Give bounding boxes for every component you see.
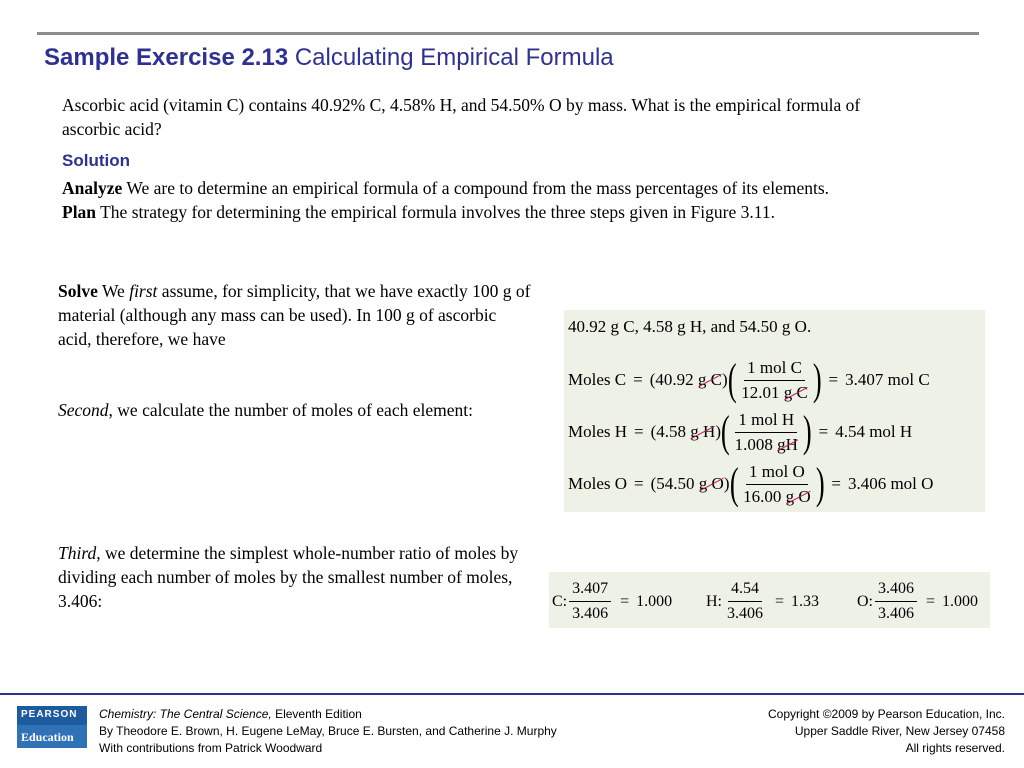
ratio-denominator: 3.406 — [878, 605, 914, 622]
fraction-numerator: 1 mol H — [735, 410, 797, 433]
ratio-denominator: 3.406 — [727, 605, 763, 622]
fraction-numerator: 1 mol O — [746, 462, 808, 485]
conversion-fraction — [740, 462, 814, 507]
solve-em: first — [129, 281, 158, 301]
ratio-c — [552, 579, 672, 624]
ratio-result: 1.33 — [791, 592, 820, 610]
ratio-equals: = — [620, 592, 630, 610]
solve-pre: We — [101, 281, 125, 301]
eq-open: (54.50 — [650, 474, 695, 493]
ratio-label: H: — [706, 592, 722, 610]
book-edition: Eleventh Edition — [271, 707, 362, 721]
fraction-numerator: 1 mol C — [744, 358, 805, 381]
masses-line: 40.92 g C, 4.58 g H, and 54.50 g O. — [568, 317, 812, 336]
address-line: Upper Saddle River, New Jersey 07458 — [794, 724, 1005, 738]
title-bold: Sample Exercise 2.13 — [44, 44, 289, 71]
analyze-line — [62, 178, 829, 199]
eq-close: ) — [715, 422, 721, 441]
eq-equals-2: = — [828, 370, 839, 389]
eq-equals: = — [633, 370, 643, 389]
ratio-denominator: 3.406 — [572, 605, 609, 622]
cancelled-unit: g C — [697, 370, 722, 389]
footer-divider — [0, 693, 1024, 695]
cancelled-unit: g H — [690, 422, 716, 441]
logo-top-text: PEARSON — [21, 709, 78, 720]
fraction-denominator: 16.00 g O — [743, 486, 811, 506]
second-paragraph — [58, 398, 538, 422]
problem-statement: Ascorbic acid (vitamin C) contains 40.92% C, 4.58% H, and 54.50% O by mass. What is the empirical formula of ascorbic acid? — [62, 95, 861, 139]
logo-bottom-text: Education — [21, 730, 74, 744]
eq-label: Moles C — [568, 370, 627, 389]
paren-left: ( — [729, 459, 739, 508]
equation-row-o — [568, 459, 933, 509]
solve-paragraph — [58, 279, 533, 351]
ratio-label: C: — [552, 592, 568, 610]
plan-label: Plan — [62, 202, 97, 222]
eq-close: ) — [721, 370, 728, 389]
fraction-denominator: 12.01 g C — [741, 382, 808, 402]
cancelled-unit: g O — [698, 474, 724, 493]
footer-credits — [99, 706, 557, 757]
solve-label: Solve — [58, 281, 98, 301]
book-title: Chemistry: The Central Science, — [99, 707, 272, 721]
eq-equals: = — [634, 474, 644, 493]
analyze-label: Analyze — [62, 178, 123, 198]
ratio-o — [857, 579, 978, 624]
eq-open: (4.58 — [650, 422, 687, 441]
second-text: , we calculate the number of moles of each element: — [108, 400, 473, 420]
third-em: Third — [58, 543, 97, 563]
paren-left: ( — [727, 355, 737, 404]
ratio-h — [706, 579, 819, 624]
equation-row-c — [568, 355, 930, 405]
ratio-label: O: — [857, 592, 873, 610]
plan-line — [62, 202, 775, 223]
eq-equals: = — [634, 422, 644, 441]
ratio-fraction — [875, 579, 917, 624]
eq-open: (40.92 — [649, 370, 694, 389]
eq-label: Moles O — [568, 474, 628, 493]
paren-right: ) — [815, 459, 825, 508]
ratio-equation-box — [549, 572, 990, 628]
analyze-text: We are to determine an empirical formula of a compound from the mass percentages of its elements. — [126, 178, 830, 198]
fraction-denominator: 1.008 gH — [734, 434, 798, 454]
paren-left: ( — [720, 407, 730, 456]
third-text: , we determine the simplest whole-number ratio of moles by dividing each number of moles by the smallest number of moles, 3.406: — [58, 543, 519, 611]
ratio-equals: = — [926, 592, 936, 610]
ratio-numerator: 3.407 — [569, 579, 611, 602]
ratio-fraction — [724, 579, 766, 624]
eq-label: Moles H — [568, 422, 628, 441]
authors-line: By Theodore E. Brown, H. Eugene LeMay, Bruce E. Bursten, and Catherine J. Murphy — [99, 724, 557, 738]
eq-result: 3.406 mol O — [847, 474, 934, 493]
top-divider — [37, 32, 979, 35]
conversion-fraction — [732, 410, 801, 455]
second-em: Second — [58, 400, 109, 420]
title-rest: Calculating Empirical Formula — [294, 44, 614, 71]
pearson-logo — [17, 706, 87, 748]
contributions-line: With contributions from Patrick Woodward — [99, 741, 323, 755]
third-paragraph — [58, 541, 528, 613]
rights-line: All rights reserved. — [905, 741, 1005, 755]
ratio-fraction — [569, 579, 611, 624]
solution-heading: Solution — [62, 151, 130, 170]
footer-copyright — [768, 706, 1005, 757]
ratio-numerator: 4.54 — [728, 579, 762, 602]
eq-result: 4.54 mol H — [835, 422, 913, 441]
paren-right: ) — [812, 355, 822, 404]
eq-equals-2: = — [818, 422, 829, 441]
slide-title — [44, 44, 614, 72]
ratio-numerator: 3.406 — [875, 579, 917, 602]
ratio-result: 1.000 — [942, 592, 979, 610]
paren-right: ) — [802, 407, 812, 456]
equation-row-h — [568, 407, 912, 457]
copyright-line: Copyright ©2009 by Pearson Education, Inc. — [768, 707, 1005, 721]
conversion-fraction — [738, 358, 811, 403]
ratio-equals: = — [775, 592, 785, 610]
moles-equation-box — [564, 310, 985, 512]
eq-equals-2: = — [831, 474, 841, 493]
eq-result: 3.407 mol C — [845, 370, 930, 389]
solve-text: assume, for simplicity, that we have exactly 100 g of material (although any mass can be used). In 100 g of ascorbic acid, therefore, we have — [58, 281, 531, 349]
eq-close: ) — [723, 474, 730, 493]
plan-text: The strategy for determining the empirical formula involves the three steps given in Figure 3.11. — [100, 202, 775, 222]
ratio-result: 1.000 — [636, 592, 673, 610]
